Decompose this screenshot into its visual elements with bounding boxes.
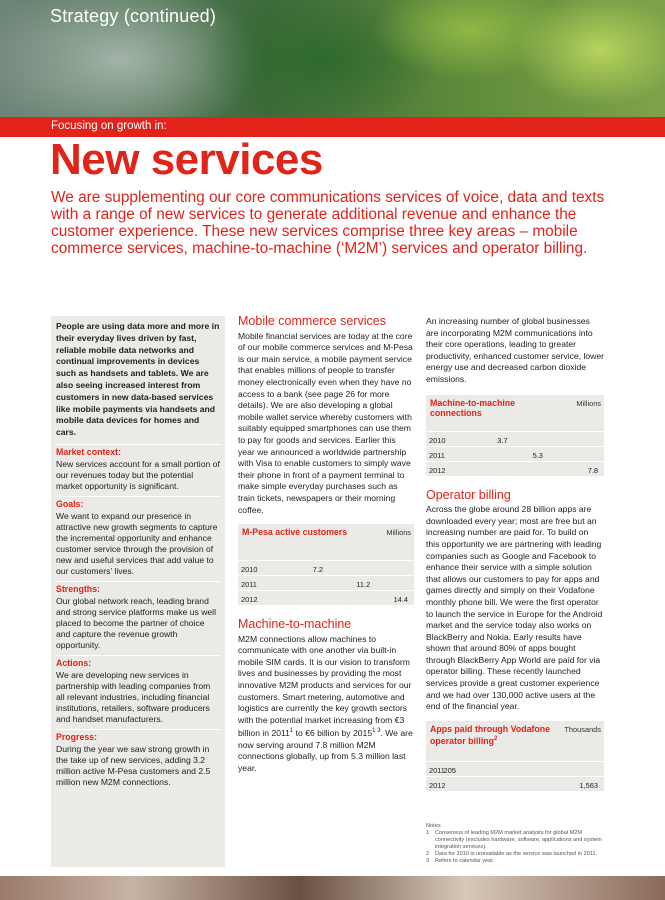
notes-title: Notes xyxy=(426,823,441,829)
note-item: 2 Data for 2010 is unavailable as the service was launched in 2011. xyxy=(426,851,598,857)
chart-unit: Millions xyxy=(386,528,411,538)
sidebar-heading: Strengths: xyxy=(56,583,100,594)
chart-unit: Millions xyxy=(576,398,601,408)
chart-row xyxy=(426,431,604,446)
m2m-body: M2M connections allow machines to communicate with one another via built-in mobile SIM cards. It is our vision to transform lives and businesses by providing the most innovative M2M products and services for our customers. Smart metering, automotive and logistics are currently the key growth sectors with the potential market increasing from €3 billion in 2011$^1$ to €6 billion by $2015^{1 3}$. We are now serving around 7.8 million M2M connections globally, up from 5.3 million last year. xyxy=(238,633,413,774)
sidebar-body: Our global network reach, leading brand and strong service platforms make us well placed to become the partner of choice and capture the revenue growth opportunity. xyxy=(56,595,217,650)
chart-title: Apps paid through Vodafone operator billing$^2$ xyxy=(430,723,551,747)
sidebar-body: We are developing new services in partnership with leading companies from all relevant industries, including financial institutions, retailers, software producers and handset manufacturers. xyxy=(56,669,211,724)
apps-chart xyxy=(426,721,604,791)
m2m-chart xyxy=(426,395,604,476)
chart-value-label: 1,563 xyxy=(579,780,598,790)
column-right xyxy=(426,316,604,799)
note-item: 3 Refers to calendar year. xyxy=(426,858,495,864)
chart-row xyxy=(426,461,604,476)
m2m-intro: An increasing number of global businesses are incorporating M2M communications into their core operations, leading to greater productivity, enhanced customer service, lower energy use and decreased carbon dioxide emissions. xyxy=(426,316,605,384)
sidebar-heading: Actions: xyxy=(56,657,92,668)
intro-paragraph: We are supplementing our core communications services of voice, data and texts with a range of new services to generate additional revenue and enhance the customer experience. These new services comprise three key areas – mobile commerce services, machine-to-machine (‘M2M’) services and operator billing. xyxy=(51,189,605,257)
chart-year-label: 2011 xyxy=(429,765,445,775)
notes xyxy=(426,823,606,865)
chart-year-label: 2010 xyxy=(429,435,446,445)
mobile-commerce-body: Mobile financial services are today at the core of our mobile commerce services and M-Pesa is our main service, a mobile payment service that enables millions of people to transfer money electronically even when they have no access to a bank (see page 26 for more details). We are also developing a global mobile wallet service whereby customers with suitably equipped smartphones can use them to pay for goods and services. Earlier this year we announced a worldwide partnership with Visa to enable customers to simply wave their phone in front of a payment terminal to make simple everyday purchases such as train tickets, newspapers or their morning coffee. xyxy=(238,330,413,515)
mobile-commerce-heading: Mobile commerce services xyxy=(238,314,386,328)
mpesa-chart xyxy=(238,524,414,605)
sidebar-body: We want to expand our presence in attractive new growth segments to capture the incremental opportunity and enhance customer service through the provision of new and useful services that add value to our customers’ lives. xyxy=(56,510,218,576)
chart-value-label: 7.8 xyxy=(587,465,598,475)
sidebar-section-strengths xyxy=(56,581,221,651)
chart-unit: Thousands xyxy=(564,724,601,734)
sidebar-heading: Progress: xyxy=(56,731,98,742)
chart-row xyxy=(238,575,414,590)
chart-year-label: 2012 xyxy=(429,780,446,790)
column-middle xyxy=(238,316,414,775)
m2m-heading: Machine-to-machine xyxy=(238,617,352,632)
chart-row xyxy=(426,446,604,461)
chart-value-label: 3.7 xyxy=(497,435,508,445)
chart-value-label: 5.3 xyxy=(532,450,543,460)
sidebar-section-progress xyxy=(56,729,221,788)
chart-value-label: 11.2 xyxy=(356,580,371,590)
chart-year-label: 2012 xyxy=(429,465,446,475)
chart-year-label: 2011 xyxy=(241,580,257,590)
footer-image-strip xyxy=(0,876,665,900)
page-title: New services xyxy=(50,135,323,184)
sidebar-heading: Goals: xyxy=(56,498,84,509)
chart-row xyxy=(426,776,604,791)
chart-year-label: 2011 xyxy=(429,450,445,460)
chart-row xyxy=(238,560,414,575)
sidebar-lead: People are using data more and more in their everyday lives driven by fast, reliable mobile data networks and continual improvements in devices such as handsets and tablets. We are also seeing increased interest from customers in new data-based services like mobile payments via handsets and mobile data devices for homes and cars. xyxy=(56,321,220,438)
chart-title: M-Pesa active customers xyxy=(242,527,348,538)
chart-year-label: 2010 xyxy=(241,565,258,575)
sidebar-body: During the year we saw strong growth in the take up of new services, adding 3.2 million active M-Pesa customers and 2.5 million new M2M connections. xyxy=(56,743,211,787)
sidebar-panel xyxy=(51,316,225,867)
operator-billing-body: Across the globe around 28 billion apps are downloaded every year; most are free but an increasing number are paid for. To build on this opportunity we are partnering with leading companies such as Google and Facebook to enhance their service with a simple solution that allows our customers to pay for apps and games directly and simply on their Vodafone monthly phone bill. We were the first operator to launch the service in Europe for the Android market and the service today also works on BlackBerry and Nokia. Early results have shown that around 80% of apps bought through BlackBerry App World are paid for via operator billing. These recently launched services provide a great customer experience and we had over 130,000 active users at the end of the financial year. xyxy=(426,504,603,712)
sidebar-section-market xyxy=(56,444,221,492)
chart-year-label: 2012 xyxy=(241,595,258,605)
sidebar-body: New services account for a small portion of our revenues today but the potential market opportunity is significant. xyxy=(56,458,220,491)
operator-billing-heading: Operator billing xyxy=(426,487,511,502)
sidebar-section-actions xyxy=(56,655,221,725)
kicker-bar xyxy=(0,117,665,137)
hero-banner-image xyxy=(0,0,665,118)
sidebar-heading: Market context: xyxy=(56,446,122,457)
sidebar-section-goals xyxy=(56,496,221,577)
chart-value-label: 14.4 xyxy=(393,595,408,605)
note-item: 1 Consensus of leading M2M market analysts for global M2M connectivity (excludes hardware, software, applications and system integration services). xyxy=(426,830,602,850)
chart-title: Machine-to-machine connections xyxy=(430,397,516,419)
chart-value-label: 205 xyxy=(443,765,456,775)
chart-value-label: 7.2 xyxy=(312,565,323,575)
section-title: Strategy (continued) xyxy=(50,6,217,26)
chart-row xyxy=(238,590,414,605)
chart-row xyxy=(426,761,604,776)
kicker-text: Focusing on growth in: xyxy=(51,120,167,132)
